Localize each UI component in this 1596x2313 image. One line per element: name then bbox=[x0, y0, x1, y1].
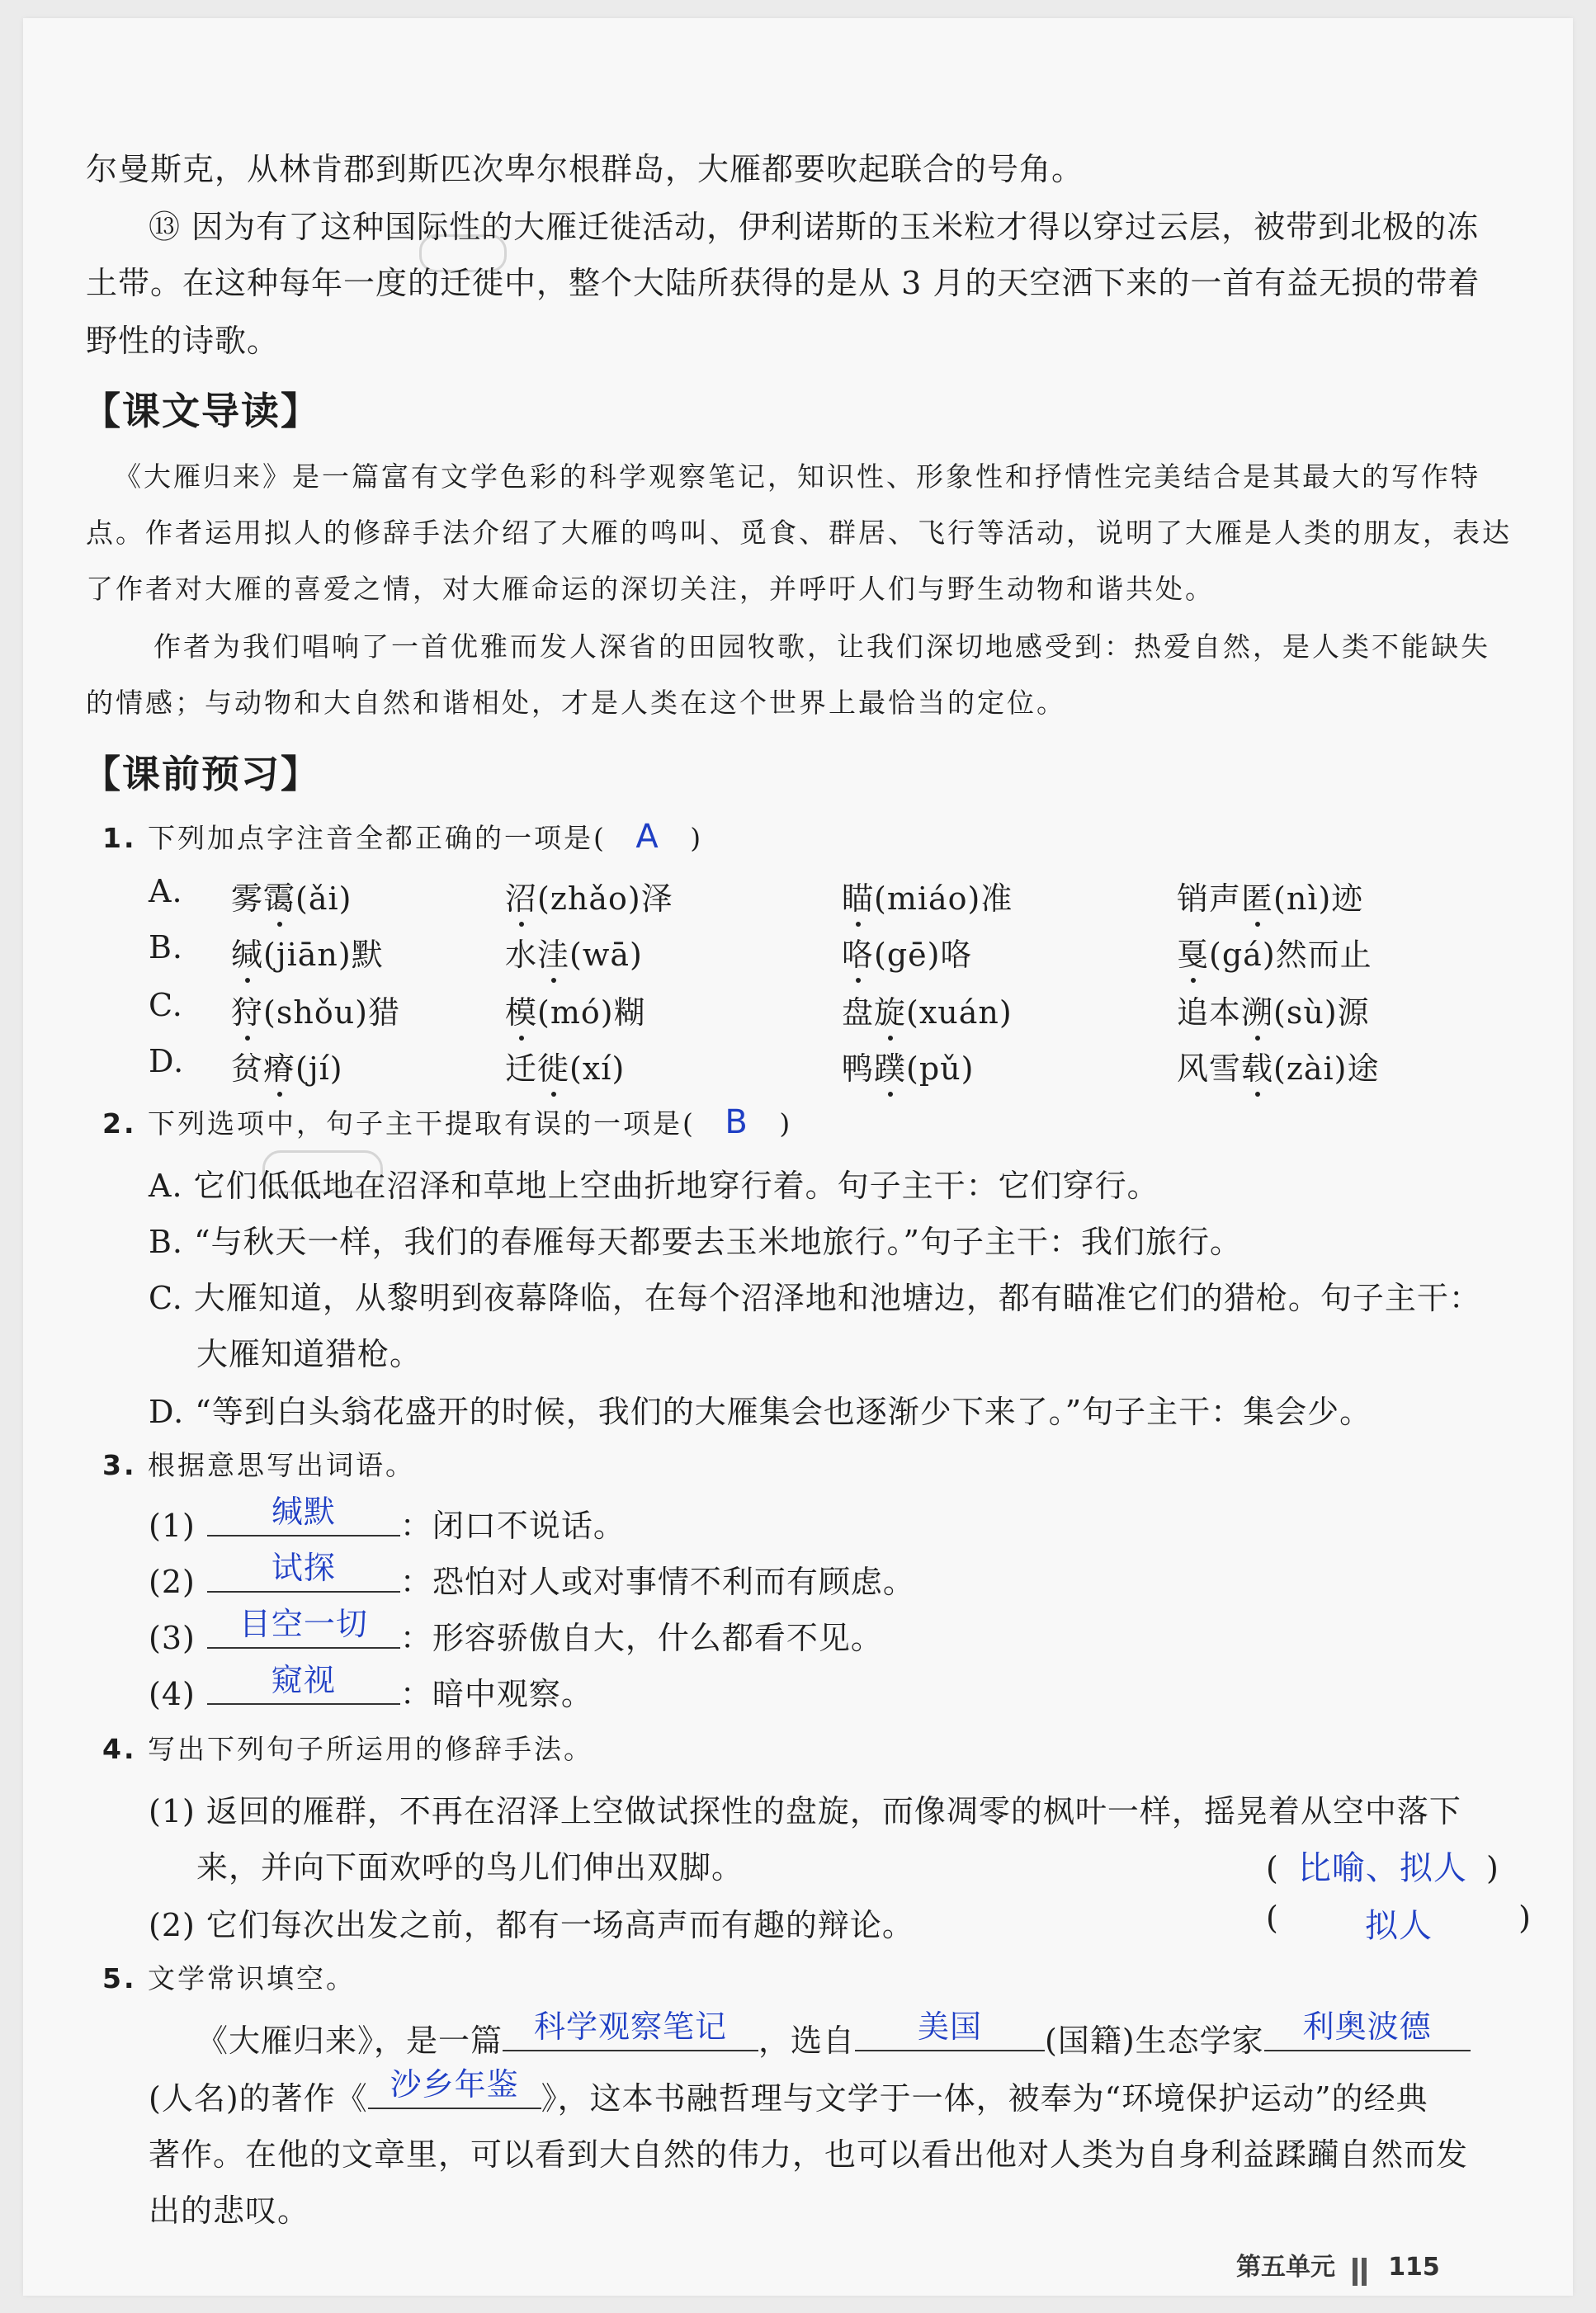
pinyin-item: 模(mó)糊 bbox=[505, 994, 646, 1031]
answer-handwritten: 拟人 bbox=[1365, 1907, 1433, 1945]
sentence-2: (2) 它们每次出发之前，都有一场高声而有趣的辩论。 bbox=[149, 1907, 914, 1943]
answer-handwritten: 美国 bbox=[918, 2009, 983, 2045]
question-1: 1. 下列加点字注音全都正确的一项是( A ) bbox=[102, 818, 704, 856]
dotted-char: 模 bbox=[505, 994, 538, 1031]
divider-bars-icon bbox=[1353, 2258, 1371, 2286]
sentence-1-answer-box: ( 比喻、拟人 ) bbox=[1266, 1849, 1499, 1887]
sentence-1-line2: 来，并向下面欢呼的鸟儿们伸出双脚。 bbox=[196, 1849, 744, 1886]
unit-label: 第五单元 bbox=[1236, 2253, 1335, 2282]
question-number: 4. bbox=[102, 1733, 137, 1765]
fill-blank bbox=[207, 1550, 400, 1593]
passage-line: 尔曼斯克，从林肯郡到斯匹次卑尔根群岛，大雁都要吹起联合的号角。 bbox=[86, 151, 1084, 187]
q5-line1: 《大雁归来》，是一篇 科学观察笔记 ，选自 美国 (国籍)生态学家 利奥波德 bbox=[196, 2015, 1471, 2060]
answer-handwritten: A bbox=[635, 818, 661, 856]
option-c-continued: 大雁知道猎枪。 bbox=[196, 1336, 423, 1372]
guide-line: 作者为我们唱响了一首优雅而发人深省的田园牧歌，让我们深切地感受到：热爱自然，是人类不能缺失 bbox=[153, 630, 1490, 663]
dotted-char: 狩 bbox=[231, 994, 264, 1031]
question-text: 文学常识填空。 bbox=[148, 1962, 356, 1994]
section-title-preview: 【课前预习】 bbox=[83, 752, 320, 796]
q5-line3: 著作。在他的文章里，可以看到大自然的伟力，也可以看出他对人类为自身利益蹂躏自然而发 bbox=[149, 2136, 1469, 2173]
question-4 bbox=[102, 1728, 593, 1767]
pinyin-item: 风雪载(zài)途 bbox=[1177, 1050, 1380, 1087]
q5-line2: (人名)的著作《 沙乡年鉴 》，这本书融哲理与文学于一体，被奉为“环境保护运动”的经典 bbox=[149, 2073, 1428, 2118]
dotted-char: 沼 bbox=[505, 880, 538, 917]
pinyin-item: 戛(gá)然而止 bbox=[1177, 937, 1372, 973]
pinyin-item: 雾霭(ǎi) bbox=[231, 880, 352, 917]
dotted-char: 戛 bbox=[1177, 937, 1210, 973]
pinyin-item: 鸭蹼(pǔ) bbox=[842, 1050, 975, 1087]
sentence-2-answer-box: ( 拟人 ) bbox=[1266, 1900, 1532, 1945]
paragraph-13-line3: 野性的诗歌。 bbox=[86, 323, 280, 359]
word-item: (2) 试探 ：恐怕对人或对事情不利而有顾虑。 bbox=[149, 1556, 915, 1602]
dotted-char: 缄 bbox=[231, 937, 264, 973]
pinyin-item: 沼(zhǎo)泽 bbox=[505, 880, 673, 917]
pinyin-item: 水洼(wā) bbox=[505, 937, 643, 973]
guide-line: 《大雁归来》是一篇富有文学色彩的科学观察笔记，知识性、形象性和抒情性完美结合是其最大的写作特 bbox=[114, 460, 1480, 493]
fill-blank-author bbox=[1264, 2009, 1471, 2051]
dotted-char: 徙 bbox=[537, 1050, 570, 1087]
answer-handwritten: B bbox=[725, 1103, 750, 1141]
fill-blank bbox=[207, 1494, 400, 1536]
option-label: D. bbox=[149, 1043, 185, 1079]
answer-handwritten: 目空一切 bbox=[238, 1606, 368, 1642]
dotted-char: 溯 bbox=[1241, 994, 1274, 1031]
word-item: (1) 缄默 ：闭口不说话。 bbox=[149, 1500, 626, 1546]
word-item: (3) 目空一切 ：形容骄傲自大，什么都看不见。 bbox=[149, 1612, 883, 1658]
option-d: D. “等到白头翁花盛开的时候，我们的大雁集会也逐渐少下来了。”句子主干：集会少。 bbox=[149, 1394, 1372, 1430]
pinyin-item: 迁徙(xí) bbox=[505, 1050, 626, 1087]
guide-line: 了作者对大雁的喜爱之情，对大雁命运的深切关注，并呼吁人们与野生动物和谐共处。 bbox=[86, 573, 1215, 605]
option-label: B. bbox=[149, 929, 184, 965]
dotted-char: 载 bbox=[1241, 1050, 1274, 1087]
pinyin-item: 咯(gē)咯 bbox=[842, 937, 973, 973]
paragraph-13-line2: 土带。在这种每年一度的迁徙中，整个大陆所获得的是从 3 月的天空洒下来的一首有益无损的带着 bbox=[86, 265, 1480, 301]
word-item: (4) 窥视 ：暗中观察。 bbox=[149, 1669, 593, 1714]
answer-handwritten: 科学观察笔记 bbox=[534, 2009, 728, 2045]
pinyin-item: 销声匿(nì)迹 bbox=[1177, 880, 1364, 917]
question-2: 2. 下列选项中，句子主干提取有误的一项是( B ) bbox=[102, 1103, 793, 1141]
fill-blank bbox=[207, 1606, 400, 1649]
answer-handwritten: 利奥波德 bbox=[1302, 2009, 1432, 2045]
paragraph-13-line1: ⑬ 因为有了这种国际性的大雁迁徙活动，伊利诺斯的玉米粒才得以穿过云层，被带到北极的冻 bbox=[149, 209, 1480, 245]
dotted-char: 瞄 bbox=[842, 880, 875, 917]
question-5 bbox=[102, 1957, 356, 1996]
guide-line: 的情感；与动物和大自然和谐相处，才是人类在这个世界上最恰当的定位。 bbox=[86, 687, 1066, 719]
paragraph-number: ⑬ bbox=[149, 209, 182, 245]
pinyin-item: 贫瘠(jí) bbox=[231, 1050, 343, 1087]
question-text: 下列加点字注音全都正确的一项是( bbox=[148, 822, 607, 854]
dotted-char: 洼 bbox=[537, 937, 570, 973]
option-c: C. 大雁知道，从黎明到夜幕降临，在每个沼泽地和池塘边，都有瞄准它们的猎枪。句子主干： bbox=[149, 1280, 1481, 1316]
answer-handwritten: 沙乡年鉴 bbox=[390, 2066, 519, 2103]
question-number: 2. bbox=[102, 1107, 137, 1140]
page-footer bbox=[1236, 2246, 1440, 2286]
option-a: A. 它们低低地在沼泽和草地上空曲折地穿行着。句子主干：它们穿行。 bbox=[149, 1168, 1159, 1204]
fill-blank-nationality bbox=[855, 2009, 1045, 2051]
fill-blank-genre bbox=[503, 2009, 758, 2051]
guide-line: 点。作者运用拟人的修辞手法介绍了大雁的鸣叫、觅食、群居、飞行等活动，说明了大雁是人类的朋友，表达 bbox=[86, 517, 1512, 549]
option-label: A. bbox=[149, 873, 183, 909]
dotted-char: 旋 bbox=[874, 994, 907, 1031]
workbook-page bbox=[23, 18, 1573, 2296]
sentence-1-line1: (1) 返回的雁群，不再在沼泽上空做试探性的盘旋，而像凋零的枫叶一样，摇晃着从空中落下 bbox=[149, 1793, 1461, 1829]
answer-handwritten: 窥视 bbox=[271, 1662, 336, 1698]
section-title-guide: 【课文导读】 bbox=[83, 389, 320, 433]
dotted-char: 匿 bbox=[1241, 880, 1274, 917]
pinyin-item: 追本溯(sù)源 bbox=[1177, 994, 1370, 1031]
dotted-char: 霭 bbox=[263, 880, 296, 917]
q5-line4: 出的悲叹。 bbox=[149, 2193, 310, 2229]
dotted-char: 咯 bbox=[842, 937, 875, 973]
answer-handwritten: 缄默 bbox=[271, 1494, 336, 1530]
option-b: B. “与秋天一样，我们的春雁每天都要去玉米地旅行。”句子主干：我们旅行。 bbox=[149, 1224, 1242, 1260]
pinyin-item: 瞄(miáo)准 bbox=[842, 880, 1013, 917]
fill-blank bbox=[207, 1662, 400, 1705]
question-text: 下列选项中，句子主干提取有误的一项是( bbox=[148, 1107, 696, 1140]
dotted-char: 蹼 bbox=[874, 1050, 907, 1087]
question-number: 5. bbox=[102, 1962, 137, 1994]
question-text: 根据意思写出词语。 bbox=[148, 1449, 415, 1481]
question-number: 3. bbox=[102, 1449, 137, 1481]
answer-handwritten: 比喻、拟人 bbox=[1297, 1849, 1467, 1887]
question-number: 1. bbox=[102, 822, 137, 854]
pinyin-item: 缄(jiān)默 bbox=[231, 937, 384, 973]
question-3 bbox=[102, 1444, 415, 1483]
answer-handwritten: 试探 bbox=[271, 1550, 336, 1586]
fill-blank-book bbox=[368, 2066, 541, 2109]
pinyin-item: 盘旋(xuán) bbox=[842, 994, 1013, 1031]
pinyin-item: 狩(shǒu)猎 bbox=[231, 994, 400, 1031]
page-number: 115 bbox=[1388, 2253, 1440, 2282]
option-label: C. bbox=[149, 987, 183, 1023]
dotted-char: 瘠 bbox=[263, 1050, 296, 1087]
question-text: 写出下列句子所运用的修辞手法。 bbox=[148, 1733, 593, 1765]
